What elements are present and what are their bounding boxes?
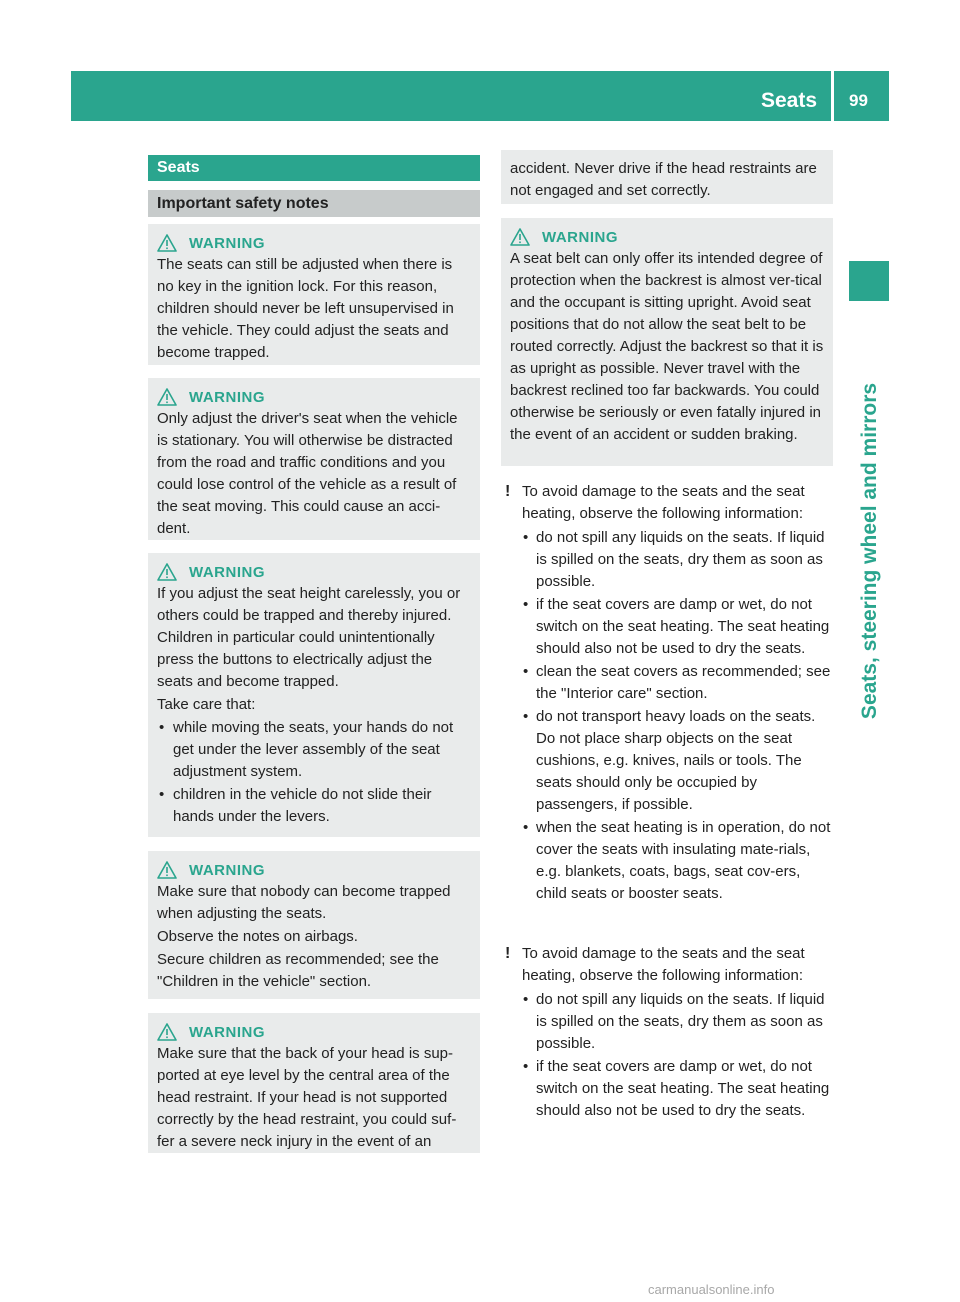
warning-box (148, 1013, 480, 1153)
notice-text-line (505, 943, 833, 987)
notice-block (505, 481, 833, 905)
warning-label: WARNING (189, 563, 265, 581)
bullet-text: do not transport heavy loads on the seats. Do not place sharp objects on the seat cushions, e.g. knives, nails or tools. The seats should only be occupied by passengers, if possible. (536, 708, 816, 813)
warning-box (148, 851, 480, 999)
warning-text: Take care that: (157, 696, 256, 713)
bullet-text: when the seat heating is in operation, do not cover the seats with insulating mate-rials, e.g. blankets, coats, bags, seat cov-ers, child seats or booster seats. (536, 819, 831, 902)
bullet-item (157, 784, 472, 828)
bullet-item (157, 717, 472, 783)
bullet-item (505, 1056, 833, 1122)
warning-text: Only adjust the driver's seat when the vehicle is stationary. You will otherwise be distracted from the road and traffic conditions and you could lose control of the vehicle as a result of the seat moving. This could cause an acci-dent. (157, 410, 458, 537)
warning-triangle-icon (157, 563, 177, 581)
notice-icon: ! (505, 945, 511, 962)
warning-box (501, 218, 833, 466)
warning-triangle-icon (510, 228, 530, 246)
bullet-text: do not spill any liquids on the seats. If liquid is spilled on the seats, dry them as soon as possible. (536, 529, 825, 590)
notice-text-line (505, 481, 833, 525)
warning-text: A seat belt can only offer its intended degree of protection when the backrest is almost ver-tical and the occupant is sitting upright. Avoid seat positions that do not allow the seat belt to be routed correctly. Adjust the backrest so that it is as upright as possible. Never travel with the backrest reclined too far backwards. You could otherwise be seriously or even fatally injured in the event of an accident or sudden braking. (510, 250, 824, 443)
subsection-title: Important safety notes (157, 195, 329, 212)
header-title: Seats (761, 89, 818, 112)
bullet-item (505, 661, 833, 705)
warning-text: accident. Never drive if the head restraints are not engaged and set correctly. (510, 160, 817, 199)
bullet-text: if the seat covers are damp or wet, do not switch on the seat heating. The seat heating should also not be used to dry the seats. (536, 1058, 830, 1119)
bullet-item (505, 817, 833, 905)
warning-box (148, 553, 480, 837)
warning-text: The seats can still be adjusted when there is no key in the ignition lock. For this reason, children should never be left unsupervised in the vehicle. They could adjust the seats and become trapped. (157, 256, 454, 361)
section-title: Seats (157, 159, 200, 176)
bullet-text: do not spill any liquids on the seats. If liquid is spilled on the seats, dry them as soon as possible. (536, 991, 825, 1052)
notice-block (505, 943, 833, 1122)
warning-label: WARNING (189, 234, 265, 252)
side-tab-marker (849, 261, 889, 301)
warning-label: WARNING (189, 861, 265, 879)
warning-label: WARNING (189, 1023, 265, 1041)
side-tab-label: Seats, steering wheel and mirrors (858, 382, 881, 720)
section-heading (148, 155, 480, 181)
warning-label: WARNING (189, 388, 265, 406)
notice-text: To avoid damage to the seats and the seat heating, observe the following information: (522, 483, 805, 522)
page-number: 99 (849, 91, 868, 110)
warning-continuation-box (501, 150, 833, 204)
warning-triangle-icon (157, 388, 177, 406)
warning-text: Secure children as recommended; see the "Children in the vehicle" section. (157, 951, 439, 990)
warning-triangle-icon (157, 234, 177, 252)
bullet-text: clean the seat covers as recommended; see the "Interior care" section. (536, 663, 831, 702)
warning-label: WARNING (542, 228, 618, 246)
bullet-item (505, 706, 833, 816)
warning-text: Make sure that nobody can become trapped when adjusting the seats. (157, 883, 451, 922)
warning-text: Observe the notes on airbags. (157, 928, 358, 945)
notice-text: To avoid damage to the seats and the seat heating, observe the following information: (522, 945, 805, 984)
warning-triangle-icon (157, 1023, 177, 1041)
bullet-text: • children in the vehicle do not slide their hands under the levers. (173, 786, 432, 825)
warning-text: Make sure that the back of your head is sup-ported at eye level by the central area of the head restraint. If your head is not supported correctly by the head restraint, you could suf-fer a severe neck injury in the event of an (157, 1045, 457, 1150)
bullet-item (505, 989, 833, 1055)
bullet-item (505, 527, 833, 593)
watermark-url: carmanualsonline.info (648, 1282, 775, 1297)
bullet-text: • while moving the seats, your hands do not get under the lever assembly of the seat adjustment system. (173, 719, 454, 780)
warning-triangle-icon (157, 861, 177, 879)
warning-box (148, 224, 480, 365)
subsection-heading (148, 190, 480, 217)
warning-text: If you adjust the seat height carelessly, you or others could be trapped and thereby injured. Children in particular could unintentionally press the buttons to electrically adjust the seats and become trapped. (157, 585, 461, 690)
header-divider (831, 71, 834, 121)
bullet-item (505, 594, 833, 660)
bullet-text: if the seat covers are damp or wet, do not switch on the seat heating. The seat heating should also not be used to dry the seats. (536, 596, 830, 657)
warning-box (148, 378, 480, 540)
notice-icon: ! (505, 483, 511, 500)
